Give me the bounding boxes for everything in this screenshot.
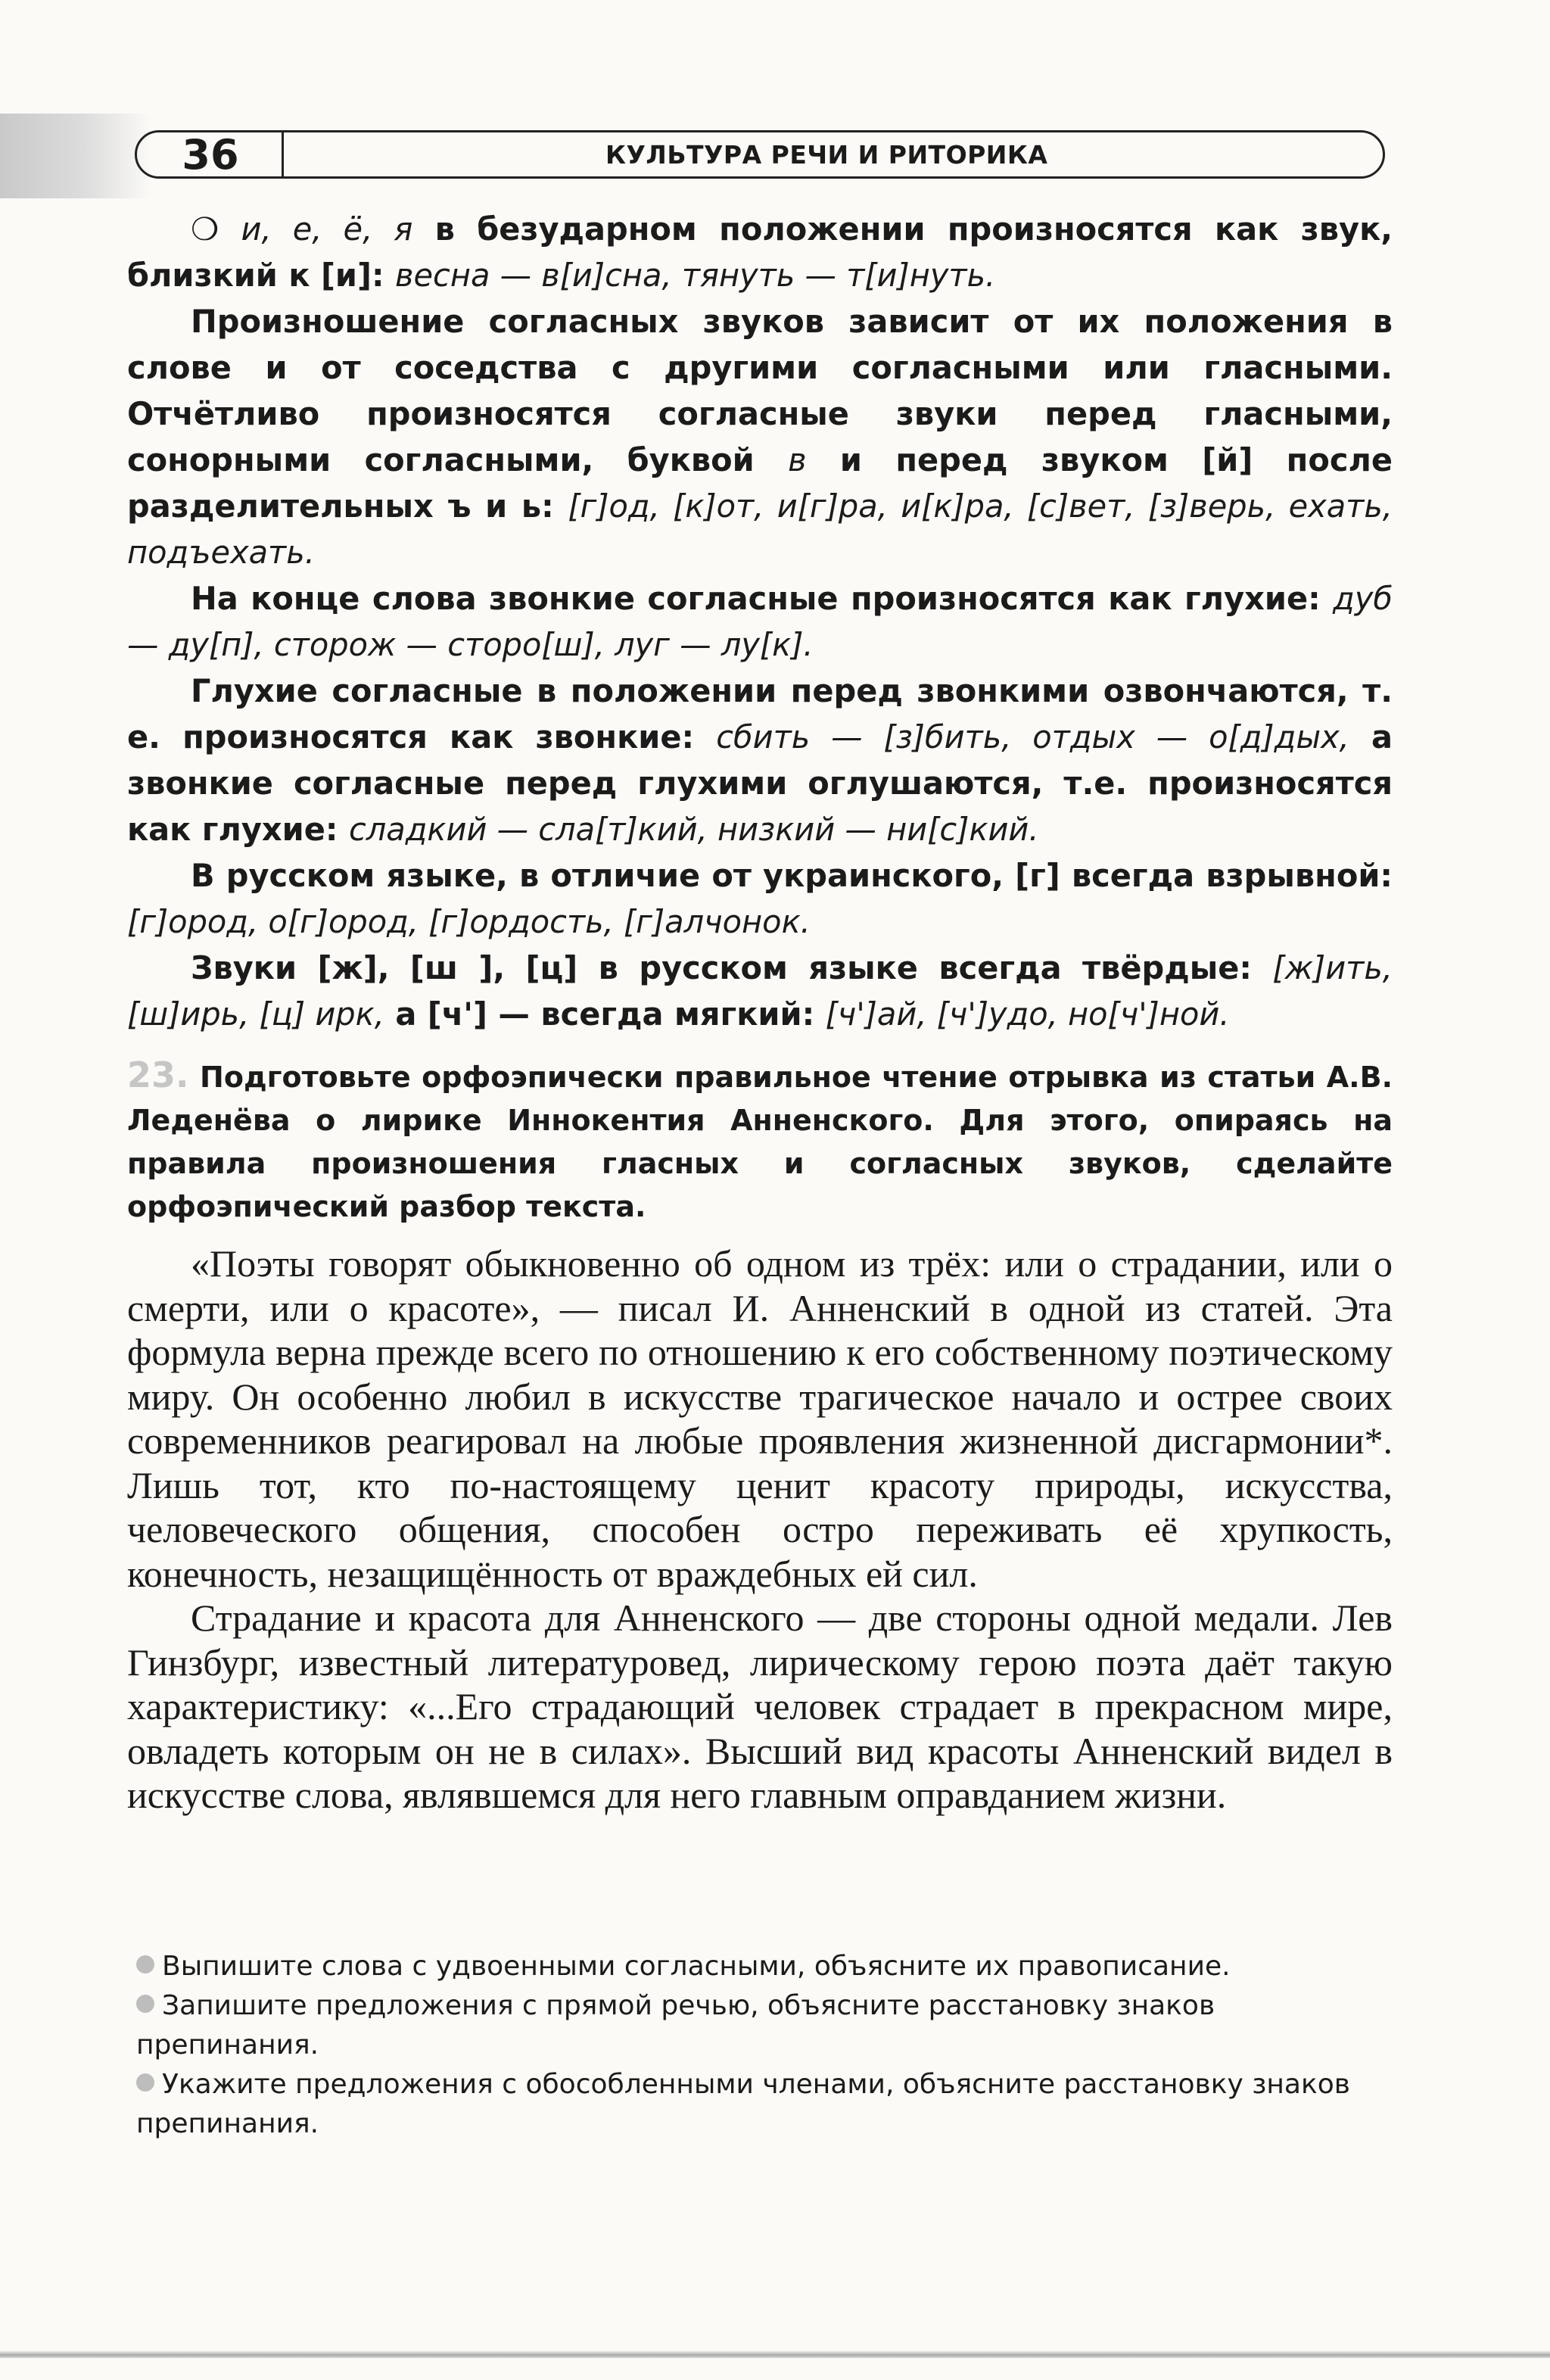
subtask-item — [136, 2065, 1393, 2144]
rule-vowels — [127, 206, 1393, 298]
bullet-icon — [136, 1995, 154, 2013]
exercise-subtasks — [136, 1947, 1393, 2144]
rule-letter: в — [788, 441, 807, 478]
rule-text: и перед звуком [й] после разделительных ъ и ь: — [127, 441, 1393, 525]
rule-text: В русском языке, в отличие от украинского, [г] всегда взрывной: — [191, 857, 1393, 894]
exercise-instructions: Подготовьте орфоэпически правильное чтение отрывка из статьи А.В. Леденёва о лирике Иннокентия Анненского. Для этого, опираясь на правила произношения гласных и согласных звуков, сделайте орфоэпический разбор текста. — [127, 1061, 1393, 1223]
rule-assimilation — [127, 668, 1393, 852]
rule-consonants — [127, 298, 1393, 575]
quote-paragraph: Страдание и красота для Анненского — две стороны одной медали. Лев Гинзбург, известный литературовед, лирическому герою поэта даёт такую характеристику: «...Его страдающий человек страдает в прекрасном мире, овладеть которым он не в силах». Высший вид красоты Анненский видел в искусстве слова, являвшемся для него главным оправданием жизни. — [127, 1597, 1393, 1816]
rule-letters: и, е, ё, я — [241, 210, 413, 248]
rule-examples: дуб — ду[п], сторож — сторо[ш], луг — лу[к]. — [127, 580, 1393, 663]
rule-examples: весна — в[и]сна, тянуть — т[и]нуть. — [395, 257, 996, 294]
exercise-text — [127, 1241, 1393, 1818]
rule-examples: [ч']ай, [ч']удо, но[ч']ной. — [825, 995, 1230, 1033]
rule-examples: сбить — [з]бить, отдых — о[д]дых, — [716, 718, 1349, 755]
rule-text: Звуки [ж], [ш ], [ц] в русском языке всегда твёрдые: — [191, 949, 1273, 986]
subtask-text: Запишите предложения с прямой речью, объясните расстановку знаков препинания. — [136, 1990, 1215, 2061]
subtask-item — [136, 1986, 1393, 2065]
rule-hard-soft — [127, 945, 1393, 1037]
bullet-icon — [136, 1955, 154, 1973]
rule-examples: [г]од, [к]от, и[г]ра, и[к]ра, [с]вет, [з]верь, ехать, подъехать. — [127, 488, 1393, 571]
page-number-divider — [282, 130, 284, 179]
rule-examples: [г]ород, о[г]ород, [г]ордость, [г]алчонок. — [127, 903, 811, 940]
rule-examples: сладкий — сла[т]кий, низкий — ни[с]кий. — [348, 811, 1039, 848]
rule-text: Произношение согласных звуков зависит от их положения в слове и от соседства с другими согласными или гласными. Отчётливо произносятся согласные звуки перед гласными, сонорными согласными, буквой — [127, 303, 1393, 478]
page-number: 36 — [182, 130, 239, 179]
bullet-icon — [136, 2073, 154, 2092]
header-gray-tab — [0, 114, 151, 198]
rule-final-devoicing — [127, 575, 1393, 668]
rule-text: в безударном положении произносятся как звук, близкий к [и]: — [127, 210, 1393, 294]
subtask-item — [136, 1947, 1393, 1986]
running-title: КУЛЬТУРА РЕЧИ И РИТОРИКА — [605, 139, 1048, 170]
rule-examples: [ж]ить, [ш]ирь, [ц] ирк, — [127, 949, 1393, 1033]
rule-text: Глухие согласные в положении перед звонкими озвончаются, т. е. произносятся как звонкие: — [127, 672, 1393, 755]
rule-text: а [ч'] — всегда мягкий: — [384, 995, 826, 1033]
circle-bullet-icon: ❍ — [191, 210, 219, 248]
exercise-number: 23. — [127, 1054, 189, 1095]
quote-paragraph: «Поэты говорят обыкновенно об одном из трёх: или о страдании, или о смерти, или о красоте», — писал И. Анненский в одной из статей. Эта формула верна прежде всего по отношению к его собственному поэтическому миру. Он особенно любил в искусстве трагическое начало и острее своих современников реагировал на любые проявления жизненной дисгармонии*. Лишь тот, кто по-настоящему ценит красоту природы, искусства, человеческого общения, способен остро переживать её хрупкость, конечность, незащищённость от враждебных ей сил. — [127, 1242, 1393, 1595]
subtask-text: Выпишите слова с удвоенными согласными, объясните их правописание. — [162, 1951, 1231, 1982]
rule-text: На конце слова звонкие согласные произносятся как глухие: — [191, 580, 1334, 617]
rule-g-sound — [127, 852, 1393, 945]
subtask-text: Укажите предложения с обособленными членами, объясните расстановку знаков препинания. — [136, 2069, 1350, 2139]
page-bottom-edge — [0, 2350, 1550, 2358]
pronunciation-rules — [127, 206, 1393, 1037]
rule-text: а звонкие согласные перед глухими оглушаются, т.е. произносятся как глухие: — [127, 718, 1393, 848]
exercise-task — [127, 1054, 1393, 1229]
